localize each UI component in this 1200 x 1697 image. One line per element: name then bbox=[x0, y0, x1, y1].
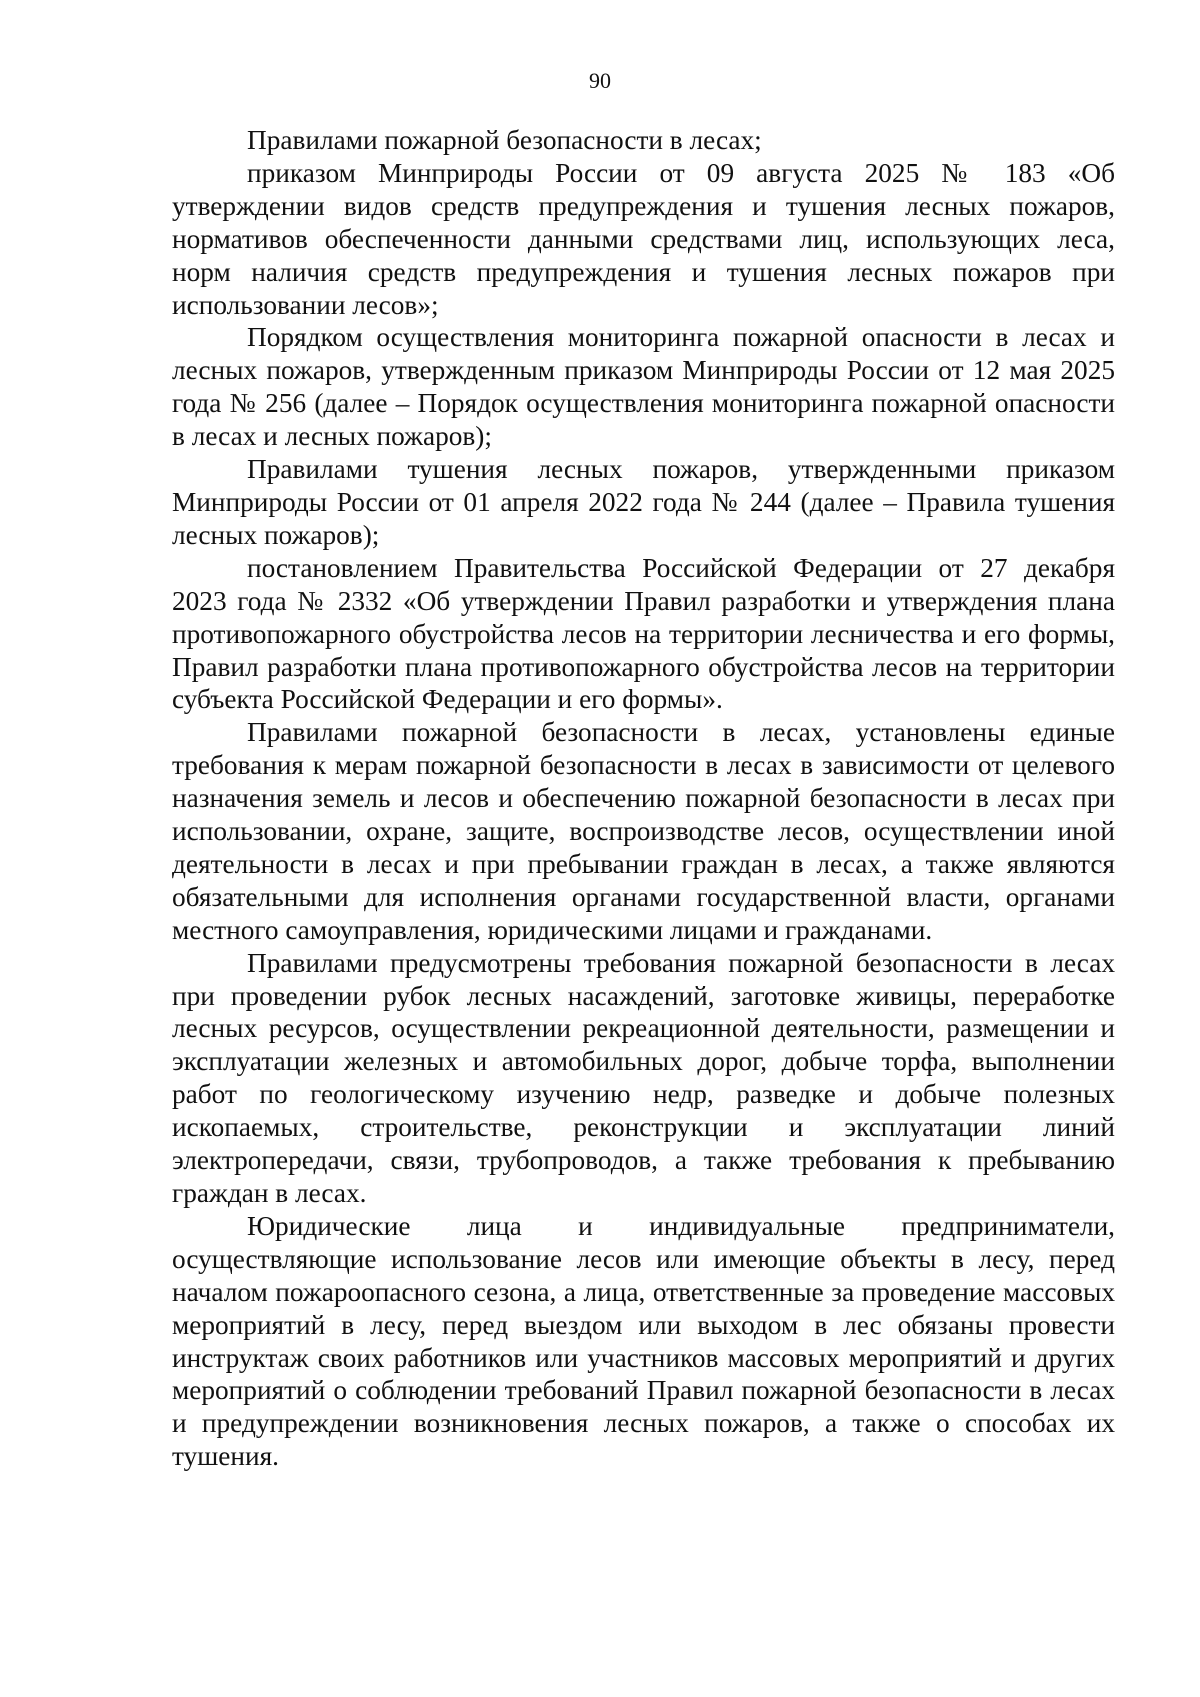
paragraph-briefing-obligation: Юридические лица и индивидуальные предприниматели, осуществляющие использование лесов или имеющие объекты в лесу, перед началом пожароопасного сезона, а лица, ответственные за проведение массовых мероприятий в лесу, перед выездом или выходом в лес обязаны провести инструктаж своих работников или участников массовых мероприятий и других мероприятий о соблюдении требований Правил пожарной безопасности в лесах и предупреждении возникновения лесных пожаров, а также о способах их тушения. bbox=[172, 1210, 1115, 1472]
paragraph-extinguishing-rules: Правилами тушения лесных пожаров, утвержденными приказом Минприроды России от 01 апреля 2022 года № 244 (далее – Правила тушения лесных пожаров); bbox=[172, 454, 1115, 550]
page-number: 90 bbox=[589, 68, 611, 93]
paragraph-fire-safety-rules: Правилами пожарной безопасности в лесах; bbox=[247, 125, 762, 155]
paragraph-unified-requirements: Правилами пожарной безопасности в лесах, установлены единые требования к мерам пожарной безопасности в лесах в зависимости от целевого назначения земель и лесов и обеспечению пожарной безопасности в лесах при использовании, охране, защите, воспроизводстве лесов, осуществлении иной деятельности в лесах и при пребывании граждан в лесах, а также являются обязательными для исполнения органами государственной власти, органами местного самоуправления, юридическими лицами и гражданами. bbox=[172, 717, 1115, 945]
paragraph-resolution-2332: постановлением Правительства Российской Федерации от 27 декабря 2023 года № 2332 «Об утверждении Правил разработки и утверждения плана противопожарного обустройства лесов на территории лесничества и его формы, Правил разработки плана противопожарного обустройства лесов на территории субъекта Российской Федерации и его формы». bbox=[172, 552, 1115, 715]
paragraph-provided-requirements: Правилами предусмотрены требования пожарной безопасности в лесах при проведении рубок лесных насаждений, заготовке живицы, переработке лесных ресурсов, осуществлении рекреационной деятельности, размещении и эксплуатации железных и автомобильных дорог, добыче торфа, выполнении работ по геологическому изучению недр, разведке и добыче полезных ископаемых, строительстве, реконструкции и эксплуатации линий электропередачи, связи, трубопроводов, а также требования к пребыванию граждан в лесах. bbox=[172, 947, 1115, 1208]
paragraph-order-183: приказом Минприроды России от 09 августа 2025 № 183 «Об утверждении видов средств предупреждения и тушения лесных пожаров, нормативов обеспеченности данными средствами лиц, использующих леса, норм наличия средств предупреждения и тушения лесных пожаров при использовании лесов»; bbox=[172, 157, 1115, 320]
paragraph-monitoring-procedure: Порядком осуществления мониторинга пожарной опасности в лесах и лесных пожаров, утвержденным приказом Минприроды России от 12 мая 2025 года № 256 (далее – Порядок осуществления мониторинга пожарной опасности в лесах и лесных пожаров); bbox=[172, 322, 1115, 452]
document-body bbox=[172, 124, 1115, 1473]
